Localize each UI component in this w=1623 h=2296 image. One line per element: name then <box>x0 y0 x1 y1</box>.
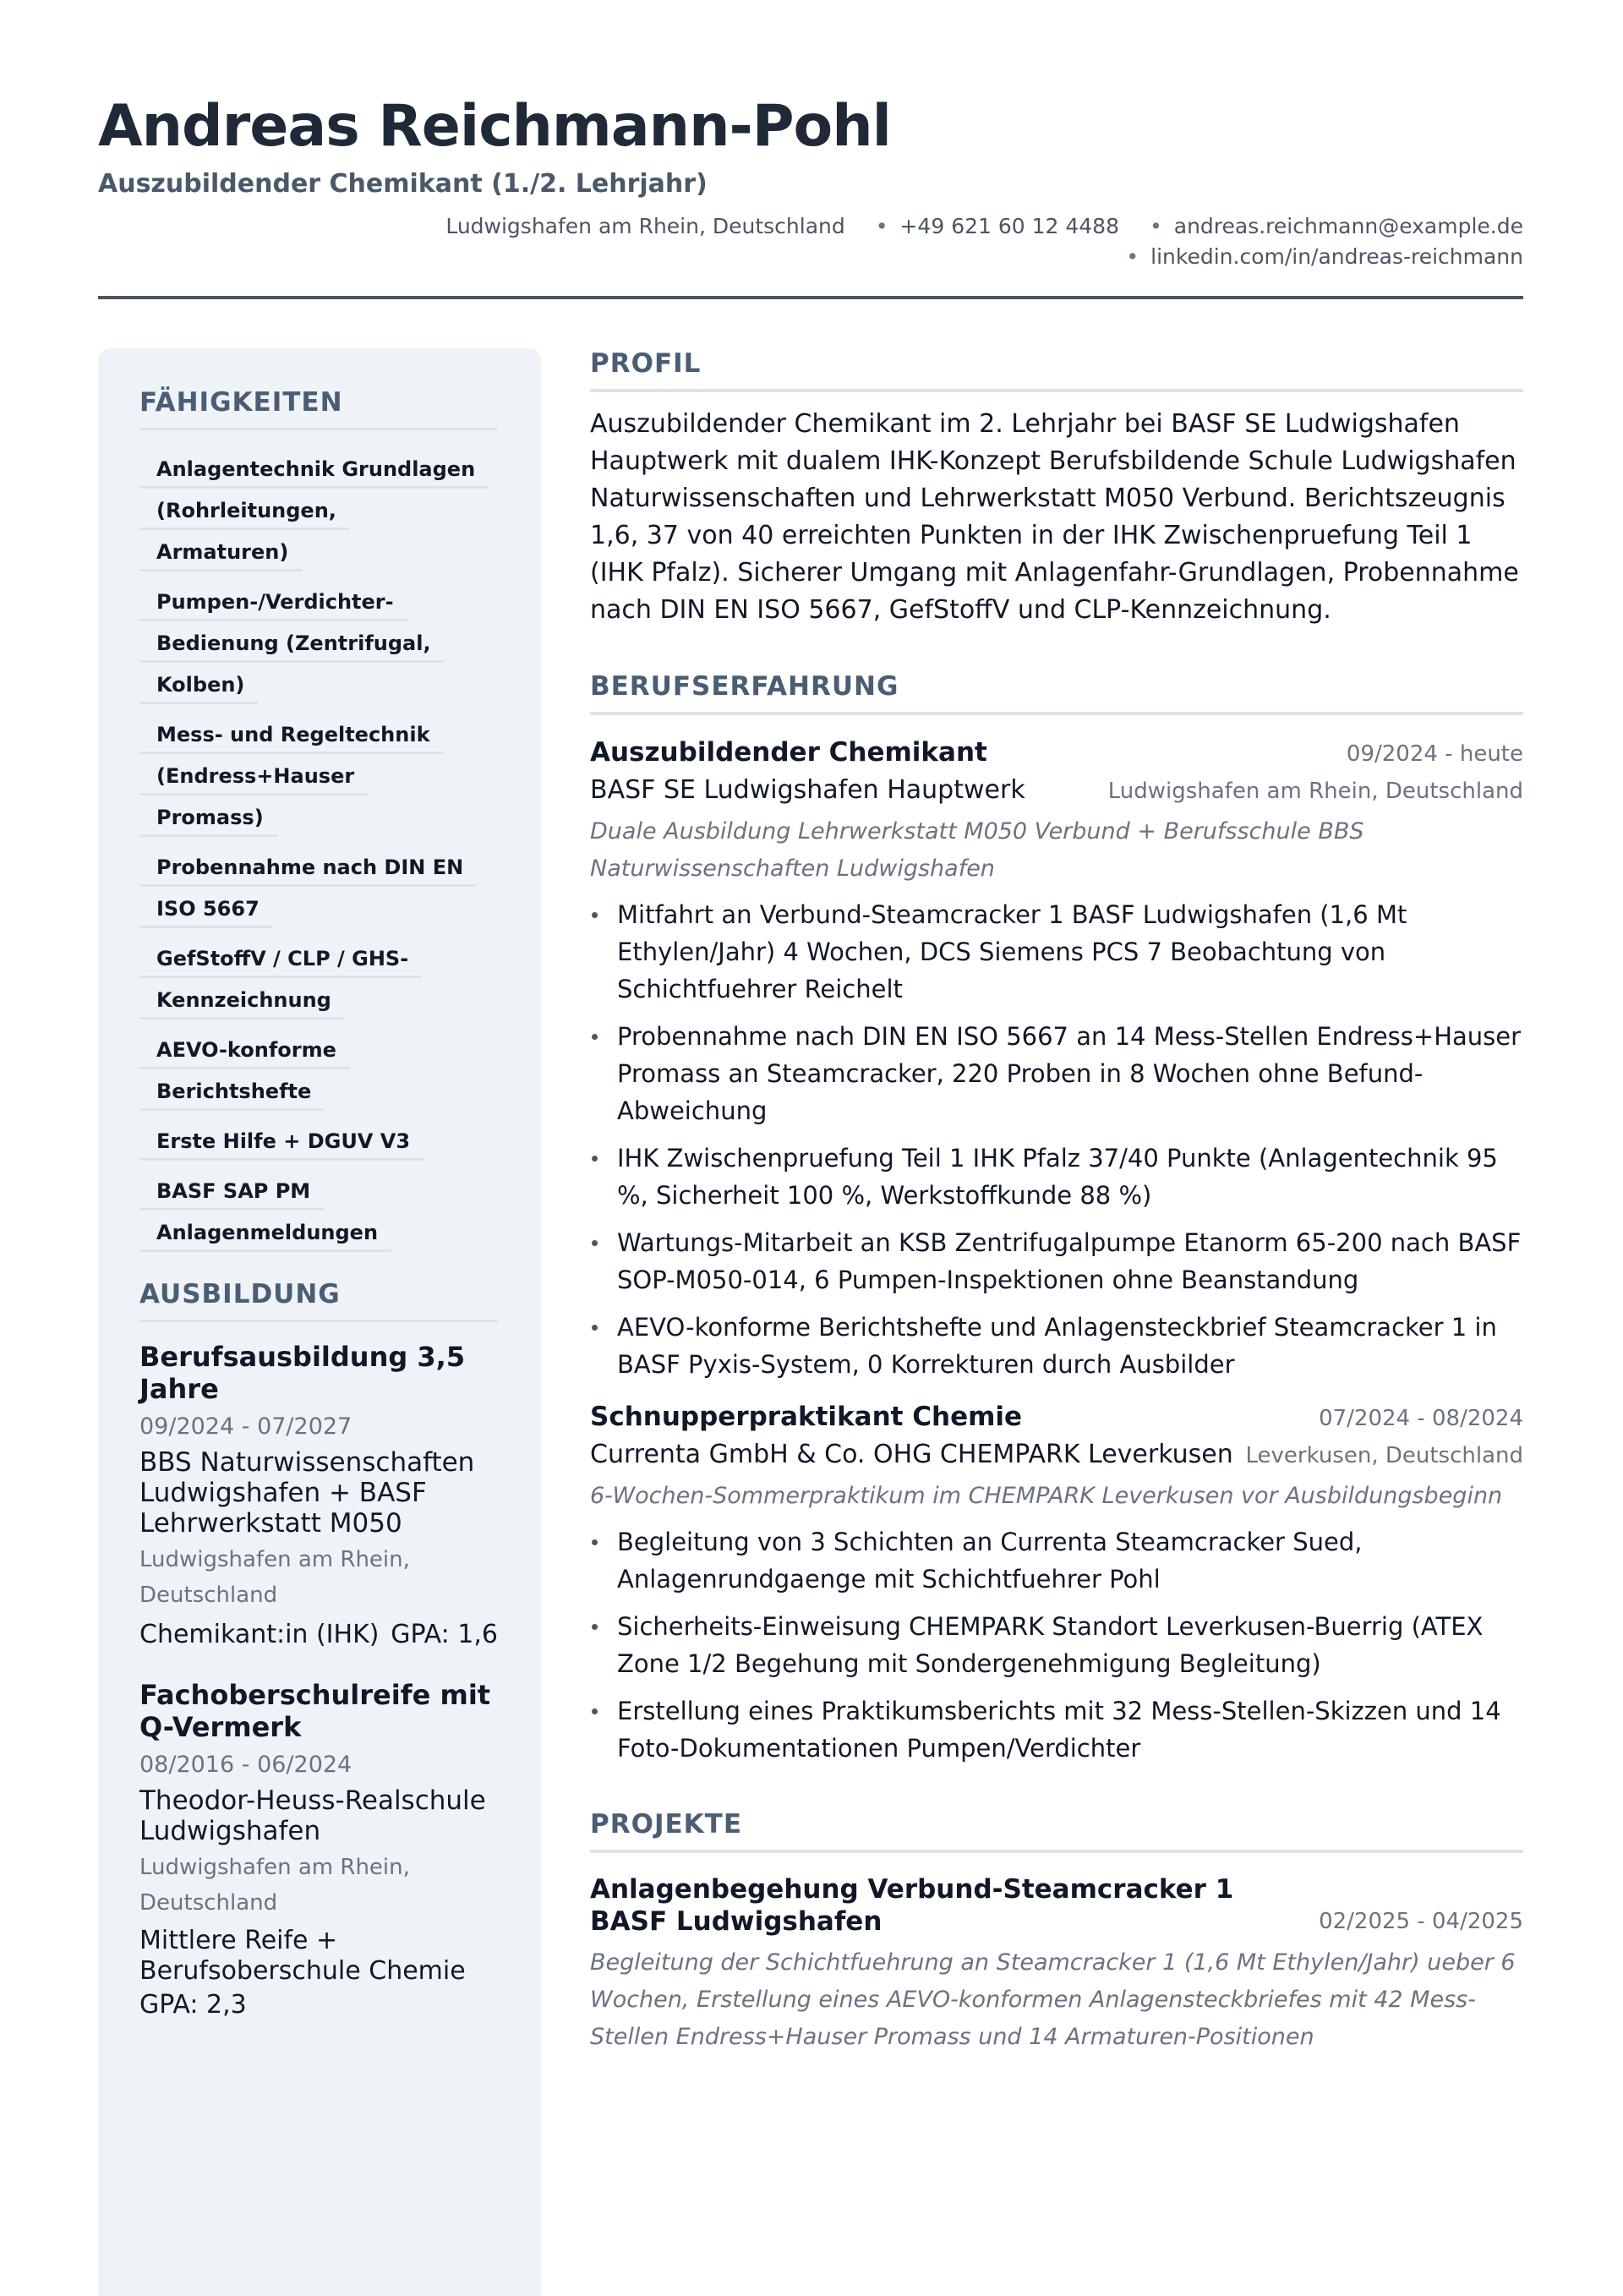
skills-heading: FÄHIGKEITEN <box>139 387 498 430</box>
list-item: Mitfahrt an Verbund-Steamcracker 1 BASF Ludwigshafen (1,6 Mt Ethylen/Jahr) 4 Wochen, DCS Siemens PCS 7 Beobachtung von Schichtfuehrer Reichelt <box>590 896 1523 1008</box>
education-section <box>139 1279 498 2024</box>
education-degree: Chemikant:in (IHK) <box>139 1620 380 1649</box>
contact-line-1 <box>340 211 1523 242</box>
job-title: Schnupperpraktikant Chemie <box>590 1402 1023 1432</box>
list-item: Erstellung eines Praktikumsberichts mit 32 Mess-Stellen-Skizzen und 14 Foto-Dokumentationen Pumpen/Verdichter <box>590 1692 1523 1767</box>
job-date: 07/2024 - 08/2024 <box>1319 1406 1523 1431</box>
education-degree-row <box>139 1616 498 1654</box>
bullet-separator: • <box>1126 244 1139 269</box>
projects-heading: PROJEKTE <box>590 1809 1523 1853</box>
skill-item: Probennahme nach DIN EN ISO 5667 <box>139 847 498 930</box>
education-school: BBS Naturwissenschaften Ludwigshafen + BASF Lehrwerkstatt M050 <box>139 1447 475 1539</box>
job-company-row <box>590 771 1523 810</box>
contact-phone[interactable]: +49 621 60 12 4488 <box>899 214 1119 238</box>
education-location: Ludwigshafen am Rhein, Deutschland <box>139 1547 410 1608</box>
candidate-name: Andreas Reichmann-Pohl <box>98 93 891 160</box>
education-entry <box>139 1679 498 2024</box>
job-title: Auszubildender Chemikant (1./2. Lehrjahr) <box>98 169 708 199</box>
job-entry <box>590 1398 1523 1767</box>
list-item: IHK Zwischenpruefung Teil 1 IHK Pfalz 37/40 Punkte (Anlagentechnik 95 %, Sicherheit 100 %, Werkstoffkunde 88 %) <box>590 1140 1523 1214</box>
sidebar <box>98 348 541 2296</box>
skill-item: Erste Hilfe + DGUV V3 <box>139 1121 498 1162</box>
project-title-row <box>590 1873 1523 1938</box>
job-title-row <box>590 1398 1523 1435</box>
education-gpa: GPA: 2,3 <box>139 1990 247 2020</box>
experience-heading: BERUFSERFAHRUNG <box>590 671 1523 715</box>
education-title: Berufsausbildung 3,5 Jahre <box>139 1341 466 1405</box>
education-school: Theodor-Heuss-Realschule Ludwigshafen <box>139 1785 486 1846</box>
list-item: Wartungs-Mitarbeit an KSB Zentrifugalpumpe Etanorm 65-200 nach BASF SOP-M050-014, 6 Pumpen-Inspektionen ohne Beanstandung <box>590 1224 1523 1298</box>
contact-info <box>340 211 1523 272</box>
skill-item: Mess- und Regeltechnik (Endress+Hauser Promass) <box>139 714 498 839</box>
job-description: Duale Ausbildung Lehrwerkstatt M050 Verbund + Berufsschule BBS Naturwissenschaften Ludwigshafen <box>590 818 1364 882</box>
header-divider <box>98 296 1523 299</box>
bullet-separator: • <box>875 214 888 238</box>
job-date: 09/2024 - heute <box>1346 741 1523 767</box>
contact-line-2 <box>340 242 1523 272</box>
contact-location: Ludwigshafen am Rhein, Deutschland <box>445 214 845 238</box>
job-description: 6-Wochen-Sommerpraktikum im CHEMPARK Leverkusen vor Ausbildungsbeginn <box>590 1483 1503 1509</box>
project-title: Anlagenbegehung Verbund-Steamcracker 1 BASF Ludwigshafen <box>590 1874 1234 1937</box>
education-date: 09/2024 - 07/2027 <box>139 1413 352 1440</box>
resume-header <box>98 91 1523 269</box>
list-item: Probennahme nach DIN EN ISO 5667 an 14 Mess-Stellen Endress+Hauser Promass an Steamcracker, 220 Proben in 8 Wochen ohne Befund-Abweichung <box>590 1018 1523 1129</box>
job-bullets <box>590 1523 1523 1767</box>
job-title-row <box>590 734 1523 771</box>
job-title: Auszubildender Chemikant <box>590 737 987 768</box>
sidebar-content <box>139 387 498 2024</box>
education-location: Ludwigshafen am Rhein, Deutschland <box>139 1855 410 1916</box>
job-company-row <box>590 1435 1523 1474</box>
education-entry <box>139 1341 498 1654</box>
education-heading: AUSBILDUNG <box>139 1279 498 1322</box>
education-degree: Mittlere Reife + Berufsoberschule Chemie <box>139 1926 466 1986</box>
projects-section <box>590 1809 1523 2056</box>
job-entry <box>590 734 1523 1383</box>
skill-item: Pumpen-/Verdichter-Bedienung (Zentrifugal, Kolben) <box>139 582 498 706</box>
profile-heading: PROFIL <box>590 348 1523 392</box>
list-item: Begleitung von 3 Schichten an Currenta Steamcracker Sued, Anlagenrundgaenge mit Schichtfuehrer Pohl <box>590 1523 1523 1598</box>
contact-email[interactable]: andreas.reichmann@example.de <box>1173 214 1523 238</box>
skill-item: AEVO-konforme Berichtshefte <box>139 1030 498 1112</box>
contact-linkedin[interactable]: linkedin.com/in/andreas-reichmann <box>1150 244 1523 269</box>
skill-item: Anlagentechnik Grundlagen (Rohrleitungen, Armaturen) <box>139 449 498 573</box>
education-title: Fachoberschulreife mit Q-Vermerk <box>139 1679 491 1743</box>
job-company: Currenta GmbH & Co. OHG CHEMPARK Leverkusen <box>590 1440 1233 1469</box>
list-item: Sicherheits-Einweisung CHEMPARK Standort Leverkusen-Buerrig (ATEX Zone 1/2 Begehung mit Sondergenehmigung Begleitung) <box>590 1608 1523 1682</box>
skills-list <box>139 449 498 1254</box>
experience-section <box>590 671 1523 1767</box>
profile-text: Auszubildender Chemikant im 2. Lehrjahr bei BASF SE Ludwigshafen Hauptwerk mit dualem IHK-Konzept Berufsbildende Schule Ludwigshafen Naturwissenschaften und Lehrwerkstatt M050 Verbund. Berichtszeugnis 1,6, 37 von 40 erreichten Punkten in der IHK Zwischenpruefung Teil 1 (IHK Pfalz). Sicherer Umgang mit Anlagenfahr-Grundlagen, Probennahme nach DIN EN ISO 5667, GefStoffV und CLP-Kennzeichnung. <box>590 409 1519 625</box>
job-location: Ludwigshafen am Rhein, Deutschland <box>1107 779 1523 804</box>
project-date: 02/2025 - 04/2025 <box>1319 1909 1523 1934</box>
job-company: BASF SE Ludwigshafen Hauptwerk <box>590 775 1025 805</box>
bullet-separator: • <box>1150 214 1162 238</box>
project-description: Begleitung der Schichtfuehrung an Steamcracker 1 (1,6 Mt Ethylen/Jahr) ueber 6 Wochen, Erstellung eines AEVO-konformen Anlagensteckbriefes mit 42 Mess-Stellen Endress+Hauser Promass und 14 Armaturen-Positionen <box>590 1949 1516 2050</box>
list-item: AEVO-konforme Berichtshefte und Anlagensteckbrief Steamcracker 1 in BASF Pyxis-System, 0 Korrekturen durch Ausbilder <box>590 1309 1523 1383</box>
skill-item: GefStoffV / CLP / GHS-Kennzeichnung <box>139 938 498 1021</box>
education-gpa: GPA: 1,6 <box>391 1620 498 1649</box>
skill-item: BASF SAP PM Anlagenmeldungen <box>139 1171 498 1254</box>
education-date: 08/2016 - 06/2024 <box>139 1752 352 1778</box>
job-bullets <box>590 896 1523 1383</box>
job-location: Leverkusen, Deutschland <box>1245 1443 1523 1468</box>
main-content <box>590 348 1523 2056</box>
